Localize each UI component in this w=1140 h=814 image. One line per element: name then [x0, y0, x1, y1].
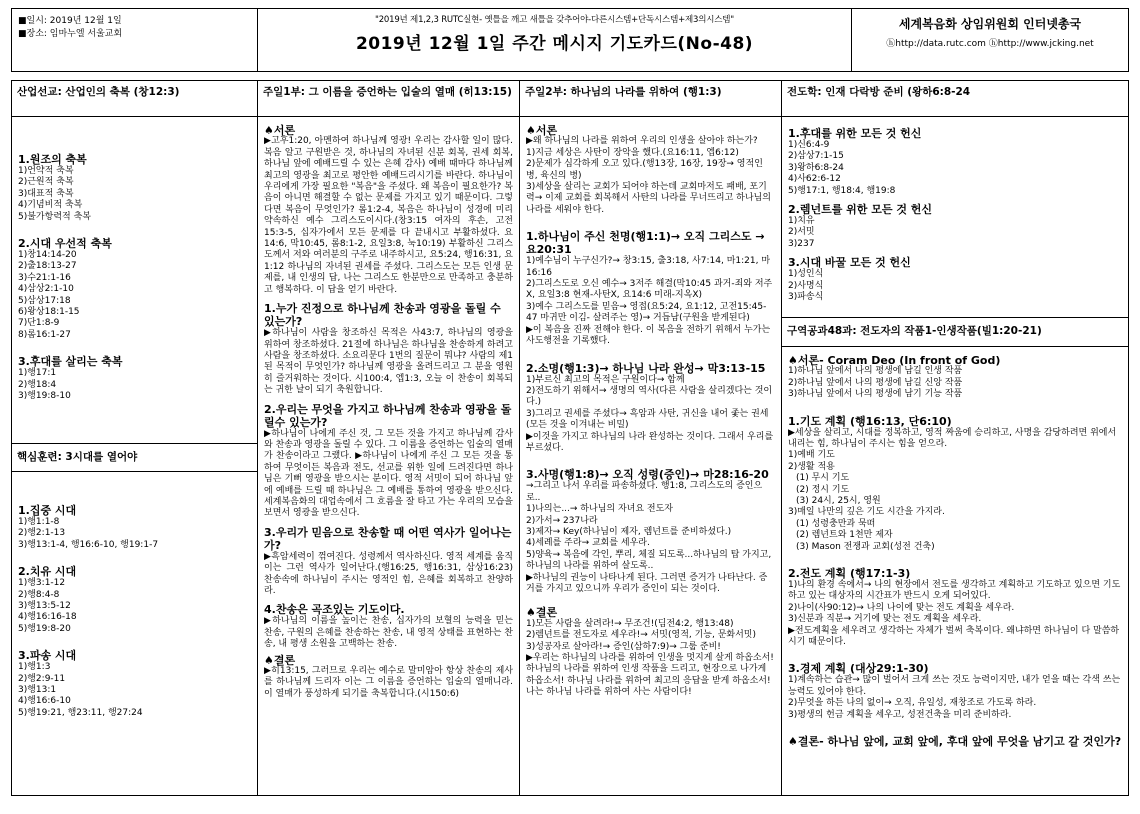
columns	[11, 80, 1129, 796]
list-item: 1)지금 세상은 사탄이 장악을 했다.(요16:11, 엡6:12)	[526, 147, 739, 158]
core-training-heading: 핵심훈련: 3시대를 열어야	[12, 443, 257, 472]
point-title: 3.경제 계획 (대상29:1-30)	[788, 662, 929, 676]
list-item: 1)치유	[788, 216, 815, 227]
list-item: 3)행19:8-10	[18, 391, 71, 402]
list-item: (3) 24시, 25시, 영원	[796, 495, 881, 506]
list-item: 5)행17:1, 행18:4, 행19:8	[788, 185, 896, 196]
list-item: 2)출18:13-27	[18, 261, 77, 272]
theme-subtitle: "2019년 제1,2,3 RUTC실현- 옛틀을 깨고 새틀을 갖추어야-다른시스템+단독시스템+제3의시스템"	[375, 15, 734, 25]
list-item: ▶전도계획을 세우려고 생각하는 자체가 벌써 축복이다. 왜냐하면 하나님이 다 말씀하시기 때문이다.	[788, 625, 1120, 647]
list-item: 4)행16:6-10	[18, 696, 71, 707]
list-item: 3)평생의 헌금 계획을 세우고, 성전건축을 미리 준비하라.	[788, 709, 1012, 720]
list-item: 3)237	[788, 238, 815, 249]
list-item: 2)행2:1-13	[18, 528, 66, 539]
list-item: ▶하나님의 권능이 나타나게 된다. 그러면 증거가 나타난다. 증거를 가지고 있으니까 우리가 증인이 되는 것이다.	[526, 572, 768, 594]
list-item: 2)그리스도로 오신 예수→ 3저주 해결(막10:45 과거-죄와 저주X, 요일3:8 현재-사탄X, 요14:6 미래-지옥X)	[526, 279, 773, 301]
column-sunday-service-2	[520, 81, 782, 795]
list-item: →그리고 나서 우리를 파송하셨다. 행1:8, 그리스도의 증인으로..	[526, 481, 763, 503]
list-item: 3)제자→ Key(하나님이 제자, 렘넌트를 준비하셨다.)	[526, 526, 732, 537]
list-item: 2)삼상7:1-15	[788, 151, 844, 162]
column-heading: 전도학: 인재 다락방 준비 (왕하6:8-24	[782, 81, 1128, 117]
list-item: 1)계속하는 습관→ 많이 벌어서 크게 쓰는 것도 능력이지만, 내가 얻을 때는 각색 쓰는 능력도 있어야 한다.	[788, 675, 1121, 697]
list-item: 1)창14:14-20	[18, 250, 77, 261]
paragraph: ▶고후1:20, 아멘하여 하나님께 영광! 우리는 감사할 일이 많다.복음 알고 구원받은 것, 하나님의 자녀된 신분 회복, 권세 회복, 하나님 앞에 예배드릴 수 있는 은혜 감사) 예배 때마다 하나님께 최고의 영광을 최고로 평안한 예배드리시기를 바란다. 하나님이 우리에게 가장 필요한 "복음"을 주셨다. 왜 복음이 필요한가? 복음이 아니면 해결할 수 없는 문제를 가지고 있기 때문이다. 그렇다면 복음이 무엇인가? 롬1:2-4, 복음은 하나님이 성경에 미리 약속하신 예수 그리스도이시다.(창3:15 여자의 후손, 고전15:3-5, 십자가에서 모든 문제를 다 끝내시고 부활하셨다. 요14:6, 막10:45, 롬8:1-2, 요일3:8, 눅10:19) 부활하신 그리스도께서 저와 여러분의 구주로 내주하시고, 요5:24, 행16:31, 요1:12 하나님의 자녀된 권세를 주셨다. 그리스도는 모든 인생 문제를, 내 인생의 답, 나는 그리스도 한분만으로 만족하고 충분하고 행복하다. 이 답을 얻기 바란다.	[264, 136, 513, 295]
column-industrial-mission	[12, 81, 258, 795]
list-item: 1)모든 사람을 살려라!→ 무조건!(딤전4:2, 행13:48)	[526, 618, 734, 629]
list-item: 2)무엇을 하든 나의 없이→ 오직, 유일성, 재창조로 가도록 하라.	[788, 698, 1037, 709]
list-item: 1)예배 기도	[788, 450, 835, 461]
page-title: 2019년 12월 1일 주간 메시지 기도카드(No-48)	[355, 34, 754, 54]
list-item: 1)신6:4-9	[788, 140, 830, 150]
org-url: ⓗhttp://data.rutc.com ⓗhttp://www.jcking.net	[886, 39, 1094, 49]
list-item: 3)예수 그리스도를 믿음→ 영접(요5:24, 요1:12, 고전15:45-47 마귀만 이김- 살려주는 영)→ 거듭남(구원을 받게된다)	[526, 301, 767, 324]
paragraph: ▶히13:15, 그러므로 우리는 예수로 말미암아 항상 찬송의 제사를 하나님께 드리자 이는 그 이름을 증언하는 입술의 열매니라. 이 열매가 풍성하게 되기를 축복합니다.(시150:6)	[264, 666, 513, 699]
list-item: 3)행13:1	[18, 684, 57, 695]
list-item: 1)하나님 앞에서 나의 평생에 남길 인생 작품	[788, 366, 963, 377]
list-item: 3)그리고 권세를 주셨다→ 흑암과 사탄, 귀신을 내어 좇는 권세(모든 것을 이겨내는 비밀)	[526, 408, 769, 431]
intro-heading: ♠서론	[264, 124, 296, 137]
list-item: 1)나의는...→ 하나님의 자녀요 전도자	[526, 504, 673, 515]
column-sunday-service-1	[258, 81, 520, 795]
section-title: 3.시대 바꿀 모든 것 헌신	[788, 256, 911, 270]
list-item: 1)예수님이 누구신가?→ 창3:15, 출3:18, 사7:14, 마1:21, 마16:16	[526, 256, 771, 278]
list-item: (1) 무시 기도	[796, 473, 850, 484]
point-title: 2.전도 계획 (행17:1-3)	[788, 566, 911, 580]
column-evangelism	[782, 81, 1128, 795]
list-item: 1)나의 환경 속에서→ 나의 현장에서 전도를 생각하고 계획하고 기도하고 있으면 기도하고 있는 대상자의 시간표가 반드시 오게 되어있다.	[788, 579, 1121, 602]
section-title: 3.후대를 살리는 축복	[18, 355, 123, 369]
list-item: 2)사명식	[788, 280, 824, 291]
point-title: 3.우리가 믿음으로 찬송할 때 어떤 역사가 일어나는가?	[264, 525, 512, 552]
point-title: 1.기도 계획 (행16:13, 단6:10)	[788, 414, 952, 428]
list-item: 2)하나님 앞에서 나의 평생에 남길 신앙 작품	[788, 377, 963, 388]
list-item: (1) 성령충만과 묵떠	[796, 518, 876, 529]
point-title: 1.하나님이 주신 천명(행1:1)→ 오직 그리스도 → 요20:31	[526, 230, 765, 257]
list-item: (2) 정시 기도	[796, 484, 850, 495]
cell-lesson-heading: 구역공과48과: 전도자의 작품1-인생작품(빌1:20-21)	[782, 317, 1128, 346]
section-title: 1.원조의 축복	[18, 153, 87, 166]
header-org	[852, 9, 1128, 71]
list-item: 5)양육→ 복음에 각인, 뿌리, 체질 되도록...하나님의 탑 가지고, 하나님의 나라를 위하여 살도록..	[526, 549, 772, 572]
list-item: ▶왜 하나님의 나라를 위하여 우리의 인생을 살아야 하는가?	[526, 136, 758, 147]
header	[11, 8, 1129, 72]
list-item: 3)대표적 축복	[18, 188, 74, 199]
list-item: 4)행16:16-18	[18, 612, 77, 623]
section-title: 1.집중 시대	[18, 503, 77, 517]
org-name: 세계복음화 상임위원회 인터넷총국	[898, 17, 1082, 31]
column-heading: 주일1부: 그 이름을 증언하는 입술의 열매 (히13:15)	[258, 81, 519, 117]
list-item: 4)기념비적 축복	[18, 200, 83, 211]
section-title: 3.파송 시대	[18, 649, 77, 663]
intro-heading: ♠서론	[526, 124, 558, 137]
list-item: 3)파송식	[788, 292, 824, 303]
intro-heading: ♠서론- Coram Deo (In front of God)	[788, 353, 1001, 367]
point-title: 1.누가 진정으로 하나님께 찬송과 영광을 돌릴 수 있는가?	[264, 302, 501, 329]
list-item: (3) Mason 전쟁과 교회(성전 건축)	[796, 541, 935, 552]
list-item: 2)행2:9-11	[18, 673, 66, 684]
list-item: 2)가서→ 237나라	[526, 515, 598, 526]
paragraph: ▶흑암세력이 꺾여진다. 성령께서 역사하신다. 영적 세계를 움직이는 그런 역사가 일어난다.(행16:25, 행16:31, 삼상16:23) 찬송속에 하나님이 주시는 영적인 힘, 은혜를 회복하고 찬양하라.	[264, 551, 513, 596]
list-item: 1)부르신 최고의 목적은 구원이다→ 함께	[526, 374, 685, 385]
prayer-card	[11, 8, 1129, 798]
section-title: 2.치유 시대	[18, 565, 77, 579]
list-item: 2)행8:4-8	[18, 589, 60, 600]
point-title: 2.우리는 무엇을 가지고 하나님께 찬송과 영광을 돌릴수 있는가?	[264, 402, 512, 429]
conclusion-heading: ♠결론- 하나님 앞에, 교회 앞에, 후대 앞에 무엇을 남기고 갈 것인가?	[788, 735, 1122, 749]
place-line: ■장소: 임마누엘 서울교회	[18, 29, 123, 39]
list-item: 1)행17:1	[18, 368, 57, 379]
section-title: 2.시대 우선적 축복	[18, 237, 112, 251]
list-item: 3)성공자로 살아라!→ 증인(삼하7:9)→ 그룹 준비!	[526, 641, 721, 652]
point-title: 4.찬송은 곡조있는 기도이다.	[264, 603, 405, 617]
list-item: 3)하나님 앞에서 나의 평생에 남기 기능 작품	[788, 389, 963, 400]
list-item: ▶세상을 살리고, 시대를 정복하고, 영적 짜움에 승리하고, 사명을 감당하려면 위에서 내리는 힘, 하나님이 주시는 힘을 얻으라.	[788, 427, 1117, 449]
section-title: 1.후대를 위한 모든 것 헌신	[788, 127, 922, 140]
list-item: 5)불가항력적 축복	[18, 211, 91, 222]
section-title: 2.렘넌트를 위한 모든 것 헌신	[788, 203, 933, 217]
date-line: ■일시: 2019년 12월 1일	[18, 16, 122, 26]
list-item: 2)전도하기 위해서→ 생명의 역사(다른 사람을 살리겠다는 것이다.)	[526, 385, 773, 408]
list-item: 1)행1:3	[18, 662, 51, 673]
list-item: 8)롬16:1-27	[18, 329, 71, 340]
list-item: 3)신분과 직분→ 거기에 맞는 전도 계획을 세우라.	[788, 614, 982, 625]
list-item: 1)행1:1-8	[18, 516, 60, 527]
list-item: ▶이것을 가지고 하나님의 나라 완성하는 것이다. 그래서 우리를 부르셨다.	[526, 431, 774, 453]
list-item: 2)서밋	[788, 227, 815, 238]
list-item: 4)세례를 주라→ 교회를 세우라.	[526, 538, 650, 549]
conclusion-heading: ♠결론	[264, 653, 296, 667]
list-item: 2)행18:4	[18, 379, 57, 390]
point-title: 2.소명(행1:3)→ 하나님 나라 완성→ 막3:13-15	[526, 361, 766, 375]
header-center	[258, 9, 852, 71]
list-item: 3)수21:1-16	[18, 272, 71, 283]
point-title: 3.사명(행1:8)→ 오직 성령(증인)→ 마28:16-20	[526, 468, 769, 482]
list-item: 5)행19:21, 행23:11, 행27:24	[18, 707, 143, 718]
list-item: 2)렘넌트를 전도자로 세우라!→ 서밋(영적, 기능, 문화서밋)	[526, 630, 757, 641]
list-item: 5)삼상17:18	[18, 295, 71, 306]
list-item: 2)근원적 축복	[18, 177, 74, 188]
list-item: 4)사62:6-12	[788, 174, 841, 185]
list-item: 3)매일 나만의 깊은 기도 시간을 가지라.	[788, 507, 945, 518]
list-item: (2) 렘넌트와 1천만 제자	[796, 530, 893, 541]
list-item: ▶우리는 하나님의 나라를 위하여 인생을 멋지게 살게 하옵소서! 하나님의 나라를 위하여 인생 작품을 드리고, 현장으로 나가게 하옵소서! 하나님 나라를 위하여 최고의 응답을 받게 하옵소서! 나는 하나님 나라를 위하여 사는 사람이다!	[526, 653, 774, 698]
list-item: 4)삼상2:1-10	[18, 284, 74, 295]
column-heading: 산업선교: 산업인의 축복 (창12:3)	[12, 81, 257, 117]
list-item: 3)행13:5-12	[18, 600, 71, 611]
list-item: 1)행3:1-12	[18, 578, 66, 589]
header-info	[12, 9, 258, 71]
list-item: 2)생활 적용	[788, 461, 835, 472]
list-item: 3)세상을 살리는 교회가 되어야 하는데 교회마저도 패배, 포기력→ 이제 교회를 회복해서 사탄의 나라를 무너뜨리고 하나님의 나라를 세워야 한다.	[526, 182, 771, 215]
paragraph: ▶하나님이 사람을 창조하신 목적은 사43:7, 하나님의 영광을 위하여 창조하셨다. 21절에 하나님은 하나님을 찬송하게 하려고 사람을 창조하셨다. 소요리문다 1번의 질문이 뭐냐? 사람의 제1된 목적이 무엇인가? 하나님께 영광을 올려드리고 그 분을 영원히 즐거워하는 것이다. 시100:4, 엡1:3, 오늘 이 찬송이 회복되는 귀한 날이 되기 축원합니다.	[264, 328, 513, 396]
list-item: 3)행13:1-4, 행16:6-10, 행19:1-7	[18, 539, 159, 550]
list-item: 7)단1:8-9	[18, 318, 60, 329]
list-item: 2)나이(사90:12)→ 나의 나이에 맞는 전도 계획을 세우라.	[788, 602, 1015, 613]
paragraph: ▶하나님이 나에게 주신 것, 그 모든 것을 가지고 하나님께 감사와 찬송과 영광을 돌릴 수 있다. 그 이름을 증언하는 입술의 열매가 찬송이라고 그랬다. ▶하나님이 나에게 주신 그 모든 것을 통하여 무엇이든 복음과 전도, 선교를 위한 일에 드려진다면 하나님은 기뻐 영광을 받으시는 분이다. 영적 서밋이 되어 하나님 앞에 예배를 드릴 때 하나님은 그 예배를 통하여 영광을 받으신다. 세계복음화의 대업속에서 그 흐름을 잘 타고 가는 우리의 모습을 보면서 영광을 받으신다.	[264, 428, 513, 519]
list-item: 1)언약적 축복	[18, 166, 74, 176]
list-item: 5)행19:8-20	[18, 623, 71, 634]
list-item: 2)문제가 심각하게 오고 있다.(행13장, 16장, 19장→ 영적인 병, 육신의 병)	[526, 159, 763, 181]
column-heading: 주일2부: 하나님의 나라를 위하여 (행1:3)	[520, 81, 781, 117]
conclusion-heading: ♠결론	[526, 606, 558, 620]
paragraph: ▶하나님의 이름을 높이는 찬송, 십자가의 보혈의 능력을 믿는 찬송, 구원의 은혜를 찬송하는 찬송, 내 영적 상태를 표현하는 찬송, 내 평생 소원을 고백하는 찬송.	[264, 616, 513, 650]
list-item: 6)왕상18:1-15	[18, 307, 80, 318]
list-item: ▶이 복음을 진짜 전해야 한다. 이 복음을 전하기 위해서 누가는 사도행전을 기록했다.	[526, 324, 771, 347]
list-item: 3)왕하6:8-24	[788, 162, 844, 173]
list-item: 1)성인식	[788, 269, 824, 280]
